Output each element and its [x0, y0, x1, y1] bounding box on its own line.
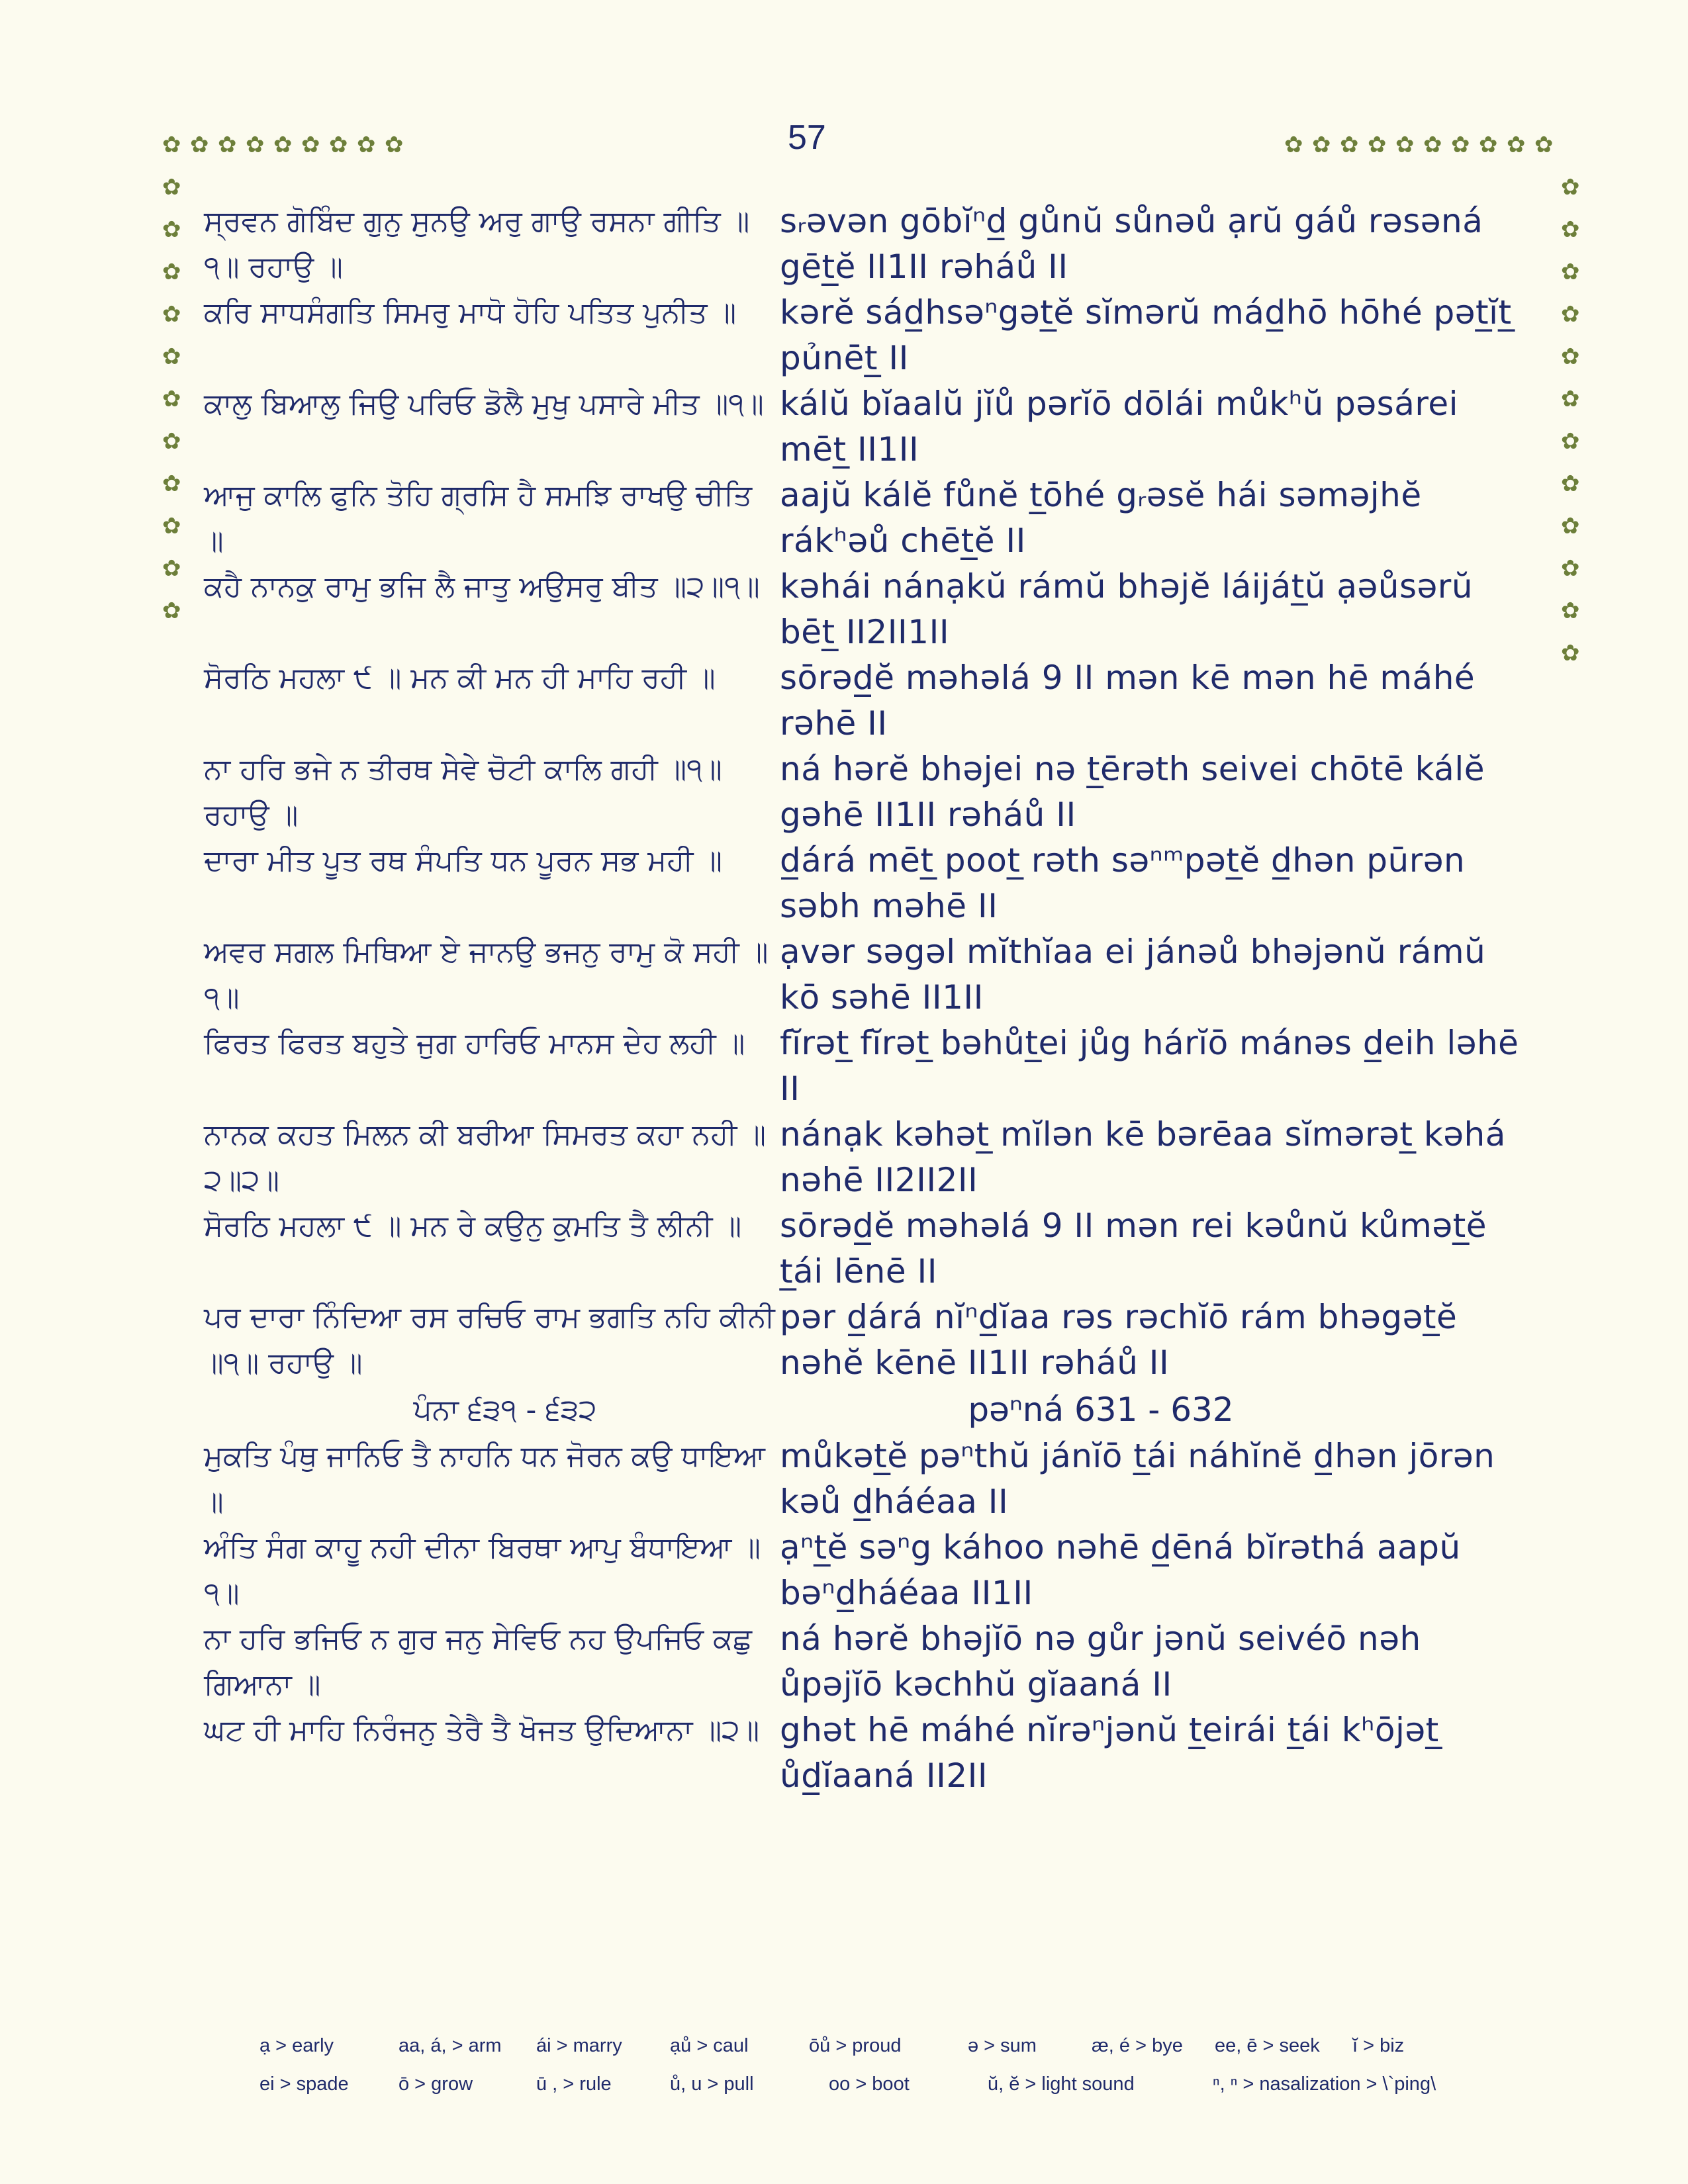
flower-ornament-icon: ✿	[1340, 132, 1359, 158]
transliteration-text: ạⁿt̲ĕ səⁿg káhoo nəhē d̲ēná bĭrəthá aapŭ bəⁿd̲háéaa II1II	[780, 1528, 1461, 1612]
legend-item: ū , > rule	[536, 2073, 612, 2095]
legend-item: ái > marry	[536, 2034, 622, 2056]
transliteration-text: kərĕ sád̲hsəⁿgət̲ĕ sĭmərŭ mád̲hō hōhé pət̲ĭt̲ pủnēt̲ II	[780, 293, 1512, 377]
flower-ornament-icon: ✿	[162, 471, 181, 497]
legend-item: ə > sum	[968, 2034, 1037, 2056]
flower-ornament-icon: ✿	[162, 343, 181, 370]
legend-item: oo > boot	[829, 2073, 910, 2095]
verse-line	[204, 838, 1528, 929]
transliteration-text: můkət̲ĕ pəⁿthŭ jánĭō t̲ái náhĭnĕ d̲hən jōrən kəů d̲háéaa II	[780, 1437, 1495, 1521]
gurmukhi-text: ਅਵਰ ਸਗਲ ਮਿਥਿਆ ਏ ਜਾਨਉ ਭਜਨੁ ਰਾਮੁ ਕੋ ਸਹੀ ॥੧॥	[204, 935, 769, 1015]
verse-line	[204, 1203, 1528, 1295]
legend-item: ŭ, ĕ > light sound	[988, 2073, 1135, 2095]
flower-ornament-icon: ✿	[1561, 174, 1580, 201]
page-number: 57	[788, 118, 826, 157]
flower-ornament-icon: ✿	[218, 132, 237, 158]
transliteration-text: sōrəd̲ĕ məhəlá 9 II mən rei kəůnŭ kůmət̲ĕ t̲ái lēnē II	[780, 1206, 1487, 1291]
flower-ornament-icon: ✿	[162, 598, 181, 624]
gurmukhi-text: ਮੁਕਤਿ ਪੰਥੁ ਜਾਨਿਓ ਤੈ ਨਾਹਨਿ ਧਨ ਜੋਰਨ ਕਉ ਧਾਇਆ ॥	[204, 1439, 765, 1519]
flower-ornament-icon: ✿	[1507, 132, 1526, 158]
verse-line	[204, 655, 1528, 747]
flower-ornament-icon: ✿	[1561, 301, 1580, 328]
transliteration-text: ná hərĕ bhəjei nə t̲ērəth seivei chōtē kálĕ gəhē II1II rəháů II	[780, 750, 1485, 834]
flower-ornament-icon: ✿	[301, 132, 320, 158]
legend-item: æ, é > bye	[1092, 2034, 1183, 2056]
flower-ornament-icon: ✿	[162, 555, 181, 582]
gurmukhi-text: ਨਾਨਕ ਕਹਤ ਮਿਲਨ ਕੀ ਬਰੀਆ ਸਿਮਰਤ ਕਹਾ ਨਹੀ ॥੨॥੨॥	[204, 1118, 767, 1197]
verse-line	[204, 1616, 1528, 1707]
legend-item: ōů > proud	[809, 2034, 902, 2056]
flower-ornament-icon: ✿	[190, 132, 209, 158]
flower-ornament-icon: ✿	[1561, 555, 1580, 582]
legend-item: ⁿ, ⁿ > nasalization > \`ping\	[1213, 2073, 1436, 2095]
legend-item: ĭ > biz	[1352, 2034, 1405, 2056]
legend-item: aa, á, > arm	[399, 2034, 502, 2056]
gurmukhi-text: ਆਜੁ ਕਾਲਿ ਫੁਨਿ ਤੋਹਿ ਗ੍ਰਸਿ ਹੈ ਸਮਝਿ ਰਾਖਉ ਚੀਤਿ ॥	[204, 478, 753, 558]
gurmukhi-text: ਸ੍ਰਵਨ ਗੋਬਿੰਦ ਗੁਨੁ ਸੁਨਉ ਅਰੁ ਗਾਉ ਰਸਨਾ ਗੀਤਿ ॥੧॥ ਰਹਾਉ ॥	[204, 205, 750, 284]
legend-row	[259, 2026, 1517, 2065]
flower-ornament-icon: ✿	[1534, 132, 1554, 158]
gurmukhi-text: ਦਾਰਾ ਮੀਤ ਪੂਤ ਰਥ ਸੰਪਤਿ ਧਨ ਪੂਰਨ ਸਭ ਮਹੀ ॥	[204, 844, 723, 878]
transliteration-text: ghət hē máhé nĭrəⁿjənŭ t̲eirái t̲ái kʰōjət̲ ůd̲ĭaaná II2II	[780, 1711, 1439, 1795]
flower-ornament-icon: ✿	[162, 174, 181, 201]
gurmukhi-text: ਕਹੈ ਨਾਨਕੁ ਰਾਮੁ ਭਜਿ ਲੈ ਜਾਤੁ ਅਉਸਰੁ ਬੀਤ ॥੨॥੧॥	[204, 570, 760, 604]
transliteration-text: sᵣəvən gōbĭⁿd̲ gůnŭ sůnəů ạrŭ gáů rəsəná gēt̲ĕ II1II rəháů II	[780, 202, 1483, 286]
transliteration-text: nánạk kəhət̲ mĭlən kē bərēaa sĭmərət̲ kəhá nəhē II2II2II	[780, 1115, 1506, 1199]
transliteration-text: fĭrət̲ fĭrət̲ bəhůt̲ei jůg hárĭō mánəs d̲eih ləhē II	[780, 1024, 1519, 1108]
flower-ornament-icon: ✿	[357, 132, 376, 158]
transliteration-page-reference: pəⁿná 631 - 632	[968, 1390, 1234, 1429]
flower-ornament-icon: ✿	[162, 386, 181, 412]
gurmukhi-text: ਨਾ ਹਰਿ ਭਜਿਓ ਨ ਗੁਰ ਜਨੁ ਸੇਵਿਓ ਨਹ ਉਪਜਿਓ ਕਛੁ ਗਿਆਨਾ ॥	[204, 1622, 752, 1702]
flower-ornament-icon: ✿	[1561, 386, 1580, 412]
verse-content	[204, 199, 1528, 1799]
flower-ornament-icon: ✿	[1561, 471, 1580, 497]
flower-ornament-icon: ✿	[1561, 640, 1580, 666]
gurmukhi-text: ਸੋਰਠਿ ਮਹਲਾ ੯ ॥ ਮਨ ਕੀ ਮਨ ਹੀ ਮਾਹਿ ਰਹੀ ॥	[204, 661, 716, 695]
flower-ornament-icon: ✿	[162, 132, 181, 158]
gurmukhi-text: ਫਿਰਤ ਫਿਰਤ ਬਹੁਤੇ ਜੁਗ ਹਾਰਿਓ ਮਾਨਸ ਦੇਹ ਲਹੀ ॥	[204, 1026, 745, 1060]
verse-line	[204, 1525, 1528, 1616]
gurmukhi-text: ਅੰਤਿ ਸੰਗ ਕਾਹੂ ਨਹੀ ਦੀਨਾ ਬਿਰਥਾ ਆਪੁ ਬੰਧਾਇਆ ॥੧॥	[204, 1531, 761, 1610]
verse-line	[204, 199, 1528, 290]
flower-ornament-icon: ✿	[1395, 132, 1415, 158]
transliteration-text: kəhái nánạkŭ rámŭ bhəjĕ láiját̲ŭ ạəůsərŭ bēt̲ II2II1II	[780, 567, 1474, 651]
legend-item: ee, ē > seek	[1215, 2034, 1320, 2056]
gurmukhi-text: ਪਰ ਦਾਰਾ ਨਿੰਦਿਆ ਰਸ ਰਚਿਓ ਰਾਮ ਭਗਤਿ ਨਹਿ ਕੀਨੀ ॥੧॥ ਰਹਾਉ ॥	[204, 1300, 775, 1380]
verse-line	[204, 381, 1528, 473]
legend-item: ạ > early	[259, 2034, 334, 2056]
legend-item: ạů > caul	[670, 2034, 749, 2056]
verse-line	[204, 747, 1528, 838]
verse-line	[204, 1112, 1528, 1203]
flower-ornament-icon: ✿	[162, 259, 181, 285]
page-reference	[204, 1386, 1528, 1433]
transliteration-text: kálŭ bĭaalŭ jĭů pərĭō dōlái můkʰŭ pəsárei mēt̲ II1II	[780, 385, 1458, 469]
flower-ornament-icon: ✿	[162, 216, 181, 243]
gurmukhi-text: ਨਾ ਹਰਿ ਭਜੇ ਨ ਤੀਰਥ ਸੇਵੇ ਚੋਟੀ ਕਾਲਿ ਗਹੀ ॥੧॥ ਰਹਾਉ ॥	[204, 752, 722, 832]
verse-line	[204, 290, 1528, 381]
verse-line	[204, 1295, 1528, 1386]
flower-ornament-icon: ✿	[162, 301, 181, 328]
flower-ornament-icon: ✿	[1284, 132, 1303, 158]
legend-item: ō > grow	[399, 2073, 473, 2095]
flower-ornament-icon: ✿	[1312, 132, 1331, 158]
flower-ornament-icon: ✿	[273, 132, 293, 158]
flower-ornament-icon: ✿	[162, 428, 181, 455]
flower-ornament-icon: ✿	[162, 513, 181, 539]
transliteration-text: aajŭ kálĕ fůnĕ t̲ōhé gᵣəsĕ hái səməjhĕ rákʰəů chēt̲ĕ II	[780, 476, 1422, 560]
verse-line	[204, 564, 1528, 655]
verse-line	[204, 1021, 1528, 1112]
transliteration-text: ạvər səgəl mĭthĭaa ei jánəů bhəjənŭ rámŭ kō səhē II1II	[780, 933, 1486, 1017]
pronunciation-legend	[259, 2026, 1517, 2103]
flower-ornament-icon: ✿	[1561, 343, 1580, 370]
gurmukhi-page-reference: ਪੰਨਾ ੬੩੧ - ੬੩੨	[413, 1392, 597, 1427]
flower-ornament-icon: ✿	[1561, 598, 1580, 624]
flower-ornament-icon: ✿	[1423, 132, 1442, 158]
legend-item: ei > spade	[259, 2073, 349, 2095]
transliteration-text: pər d̲árá nĭⁿd̲ĭaa rəs rəchĭō rám bhəgət̲ĕ nəhĕ kēnē II1II rəháů II	[780, 1298, 1458, 1382]
transliteration-text: d̲árá mēt̲ poot̲ rəth səⁿᵐpət̲ĕ d̲hən pūrən səbh məhē II	[780, 841, 1466, 925]
flower-ornament-icon: ✿	[1368, 132, 1387, 158]
legend-row	[259, 2065, 1517, 2103]
flower-ornament-icon: ✿	[1561, 259, 1580, 285]
verse-line	[204, 1433, 1528, 1525]
flower-ornament-icon: ✿	[246, 132, 265, 158]
verse-line	[204, 929, 1528, 1021]
gurmukhi-text: ਘਟ ਹੀ ਮਾਹਿ ਨਿਰੰਜਨੁ ਤੇਰੈ ਤੈ ਖੋਜਤ ਉਦਿਆਨਾ ॥੨॥	[204, 1713, 760, 1747]
gurmukhi-text: ਸੋਰਠਿ ਮਹਲਾ ੯ ॥ ਮਨ ਰੇ ਕਉਨੁ ਕੁਮਤਿ ਤੈ ਲੀਨੀ ॥	[204, 1209, 742, 1243]
gurmukhi-text: ਕਰਿ ਸਾਧਸੰਗਤਿ ਸਿਮਰੁ ਮਾਧੋ ਹੋਹਿ ਪਤਿਤ ਪੁਨੀਤ ॥	[204, 296, 737, 330]
flower-ornament-icon: ✿	[329, 132, 348, 158]
verse-line	[204, 1707, 1528, 1799]
legend-item: ů, u > pull	[670, 2073, 754, 2095]
flower-ornament-icon: ✿	[1479, 132, 1498, 158]
flower-ornament-icon: ✿	[385, 132, 404, 158]
verse-line	[204, 473, 1528, 564]
transliteration-text: ná hərĕ bhəjĭō nə gůr jənŭ seivéō nəh ůpəjĭō kəchhŭ gĭaaná II	[780, 1619, 1421, 1704]
flower-ornament-icon: ✿	[1561, 428, 1580, 455]
gurmukhi-text: ਕਾਲੁ ਬਿਆਲੁ ਜਿਉ ਪਰਿਓ ਡੋਲੈ ਮੁਖੁ ਪਸਾਰੇ ਮੀਤ ॥੧॥	[204, 387, 764, 421]
flower-ornament-icon: ✿	[1561, 513, 1580, 539]
flower-ornament-icon: ✿	[1451, 132, 1470, 158]
flower-ornament-icon: ✿	[1561, 216, 1580, 243]
transliteration-text: sōrəd̲ĕ məhəlá 9 II mən kē mən hē máhé rəhē II	[780, 659, 1476, 743]
